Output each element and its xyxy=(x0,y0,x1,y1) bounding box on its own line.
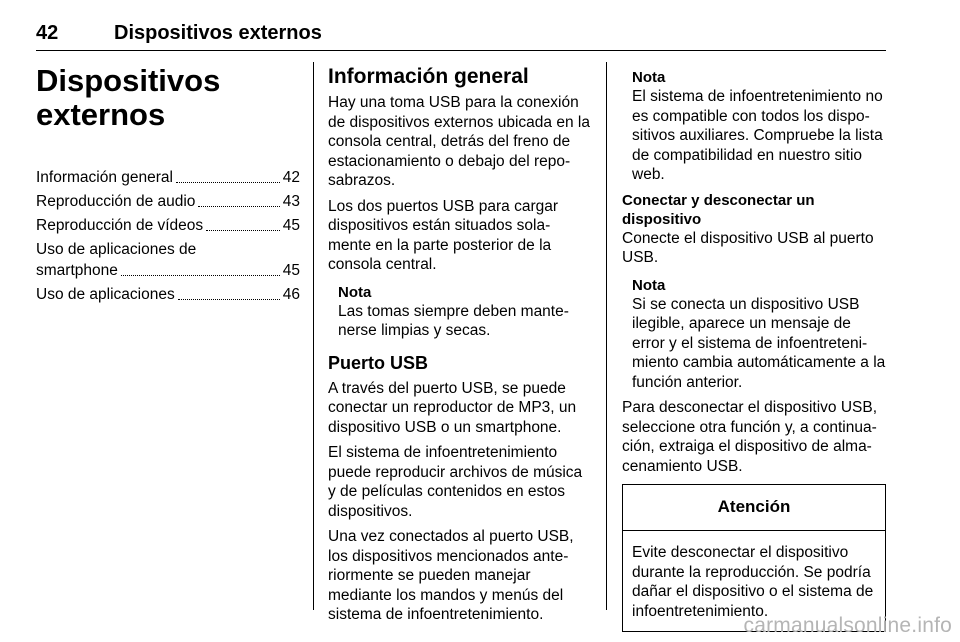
paragraph: Conecte el dispositivo USB al puerto USB. xyxy=(622,229,874,266)
toc-leader xyxy=(206,230,280,231)
note-label: Nota xyxy=(632,69,666,86)
paragraph: Una vez conectados al puerto USB, los dispositivos mencionados ante-riormente se pueden manejar mediante los mandos y menús del sistema de infoentretenimiento. xyxy=(328,528,574,623)
note-label: Nota xyxy=(632,276,666,294)
toc-page: 46 xyxy=(282,286,300,303)
content-column-3 xyxy=(622,64,886,632)
note-label: Nota xyxy=(338,283,372,301)
running-title: Dispositivos externos xyxy=(114,22,322,44)
note-box xyxy=(632,68,886,185)
section-heading: Información general xyxy=(328,65,529,88)
note-text: El sistema de infoentretenimiento no es compatible con todos los dispo-sitivos auxiliares. Compruebe la lista de compatibilidad en nuestro sitio web. xyxy=(632,88,883,183)
column-divider xyxy=(606,62,607,610)
attention-box xyxy=(622,484,886,632)
subsection-heading: Conectar y desconectar un dispositivo xyxy=(622,191,815,228)
toc-entry-informacion-general[interactable] xyxy=(36,167,300,188)
paragraph: El sistema de infoentretenimiento puede reproducir archivos de música y de películas contenidos en estos dispositivos. xyxy=(328,444,583,520)
attention-title: Atención xyxy=(623,485,885,531)
chapter-title-line: Dispositivos xyxy=(36,63,221,98)
toc-page: 42 xyxy=(282,169,300,186)
toc-label: smartphone xyxy=(36,262,118,279)
toc-page: 45 xyxy=(282,217,300,234)
note-box xyxy=(338,283,592,341)
toc-entry-uso-aplicaciones[interactable] xyxy=(36,284,300,305)
toc-leader xyxy=(178,299,280,300)
toc-label: Información general xyxy=(36,169,173,186)
toc-label: Reproducción de vídeos xyxy=(36,217,204,234)
paragraph: Los dos puertos USB para cargar dispositivos están situados sola-mente en la parte posterior de la consola central. xyxy=(328,197,559,273)
subsection-heading: Puerto USB xyxy=(328,352,429,373)
toc-entry-reproduccion-audio[interactable] xyxy=(36,191,300,212)
paragraph: A través del puerto USB, se puede conectar un reproductor de MP3, un dispositivo USB o un smartphone. xyxy=(328,379,577,436)
toc-entry-reproduccion-videos[interactable] xyxy=(36,215,300,236)
paragraph: Hay una toma USB para la conexión de dispositivos externos ubicada en la consola central, detrás del freno de estacionamiento o debajo del repo-sabrazos. xyxy=(328,94,590,189)
page-header xyxy=(36,16,886,51)
toc-page: 45 xyxy=(282,262,300,279)
toc-leader xyxy=(121,275,280,276)
toc-label: Uso de aplicaciones xyxy=(36,286,175,303)
toc-page: 43 xyxy=(282,193,300,210)
page-number: 42 xyxy=(36,22,59,44)
toc-entry-uso-aplicaciones-smartphone[interactable] xyxy=(36,239,300,281)
watermark: carmanualsonline.info xyxy=(743,614,952,637)
paragraph: Para desconectar el dispositivo USB, seleccione otra función y, a continua-ción, extraiga el dispositivo de alma-cenamiento USB. xyxy=(622,399,878,475)
chapter-title xyxy=(36,64,300,132)
content-column-2 xyxy=(328,64,592,631)
chapter-title-line: externos xyxy=(36,97,166,132)
toc-column xyxy=(36,64,300,308)
toc-label: Reproducción de audio xyxy=(36,193,196,210)
note-text: Si se conecta un dispositivo USB ilegible, aparece un mensaje de error y el sistema de infoentreteni-miento cambia automáticamente a la función anterior. xyxy=(632,295,886,391)
toc-leader xyxy=(176,182,280,183)
note-text: Las tomas siempre deben mante-nerse limpias y secas. xyxy=(338,302,569,339)
toc-label: Uso de aplicaciones de xyxy=(36,241,197,258)
toc-leader xyxy=(198,206,279,207)
attention-text: Evite desconectar el dispositivo durante la reproducción. Se podría dañar el dispositivo o el sistema de infoentretenimiento. xyxy=(632,544,874,620)
column-divider xyxy=(313,62,314,610)
note-box xyxy=(632,276,886,393)
